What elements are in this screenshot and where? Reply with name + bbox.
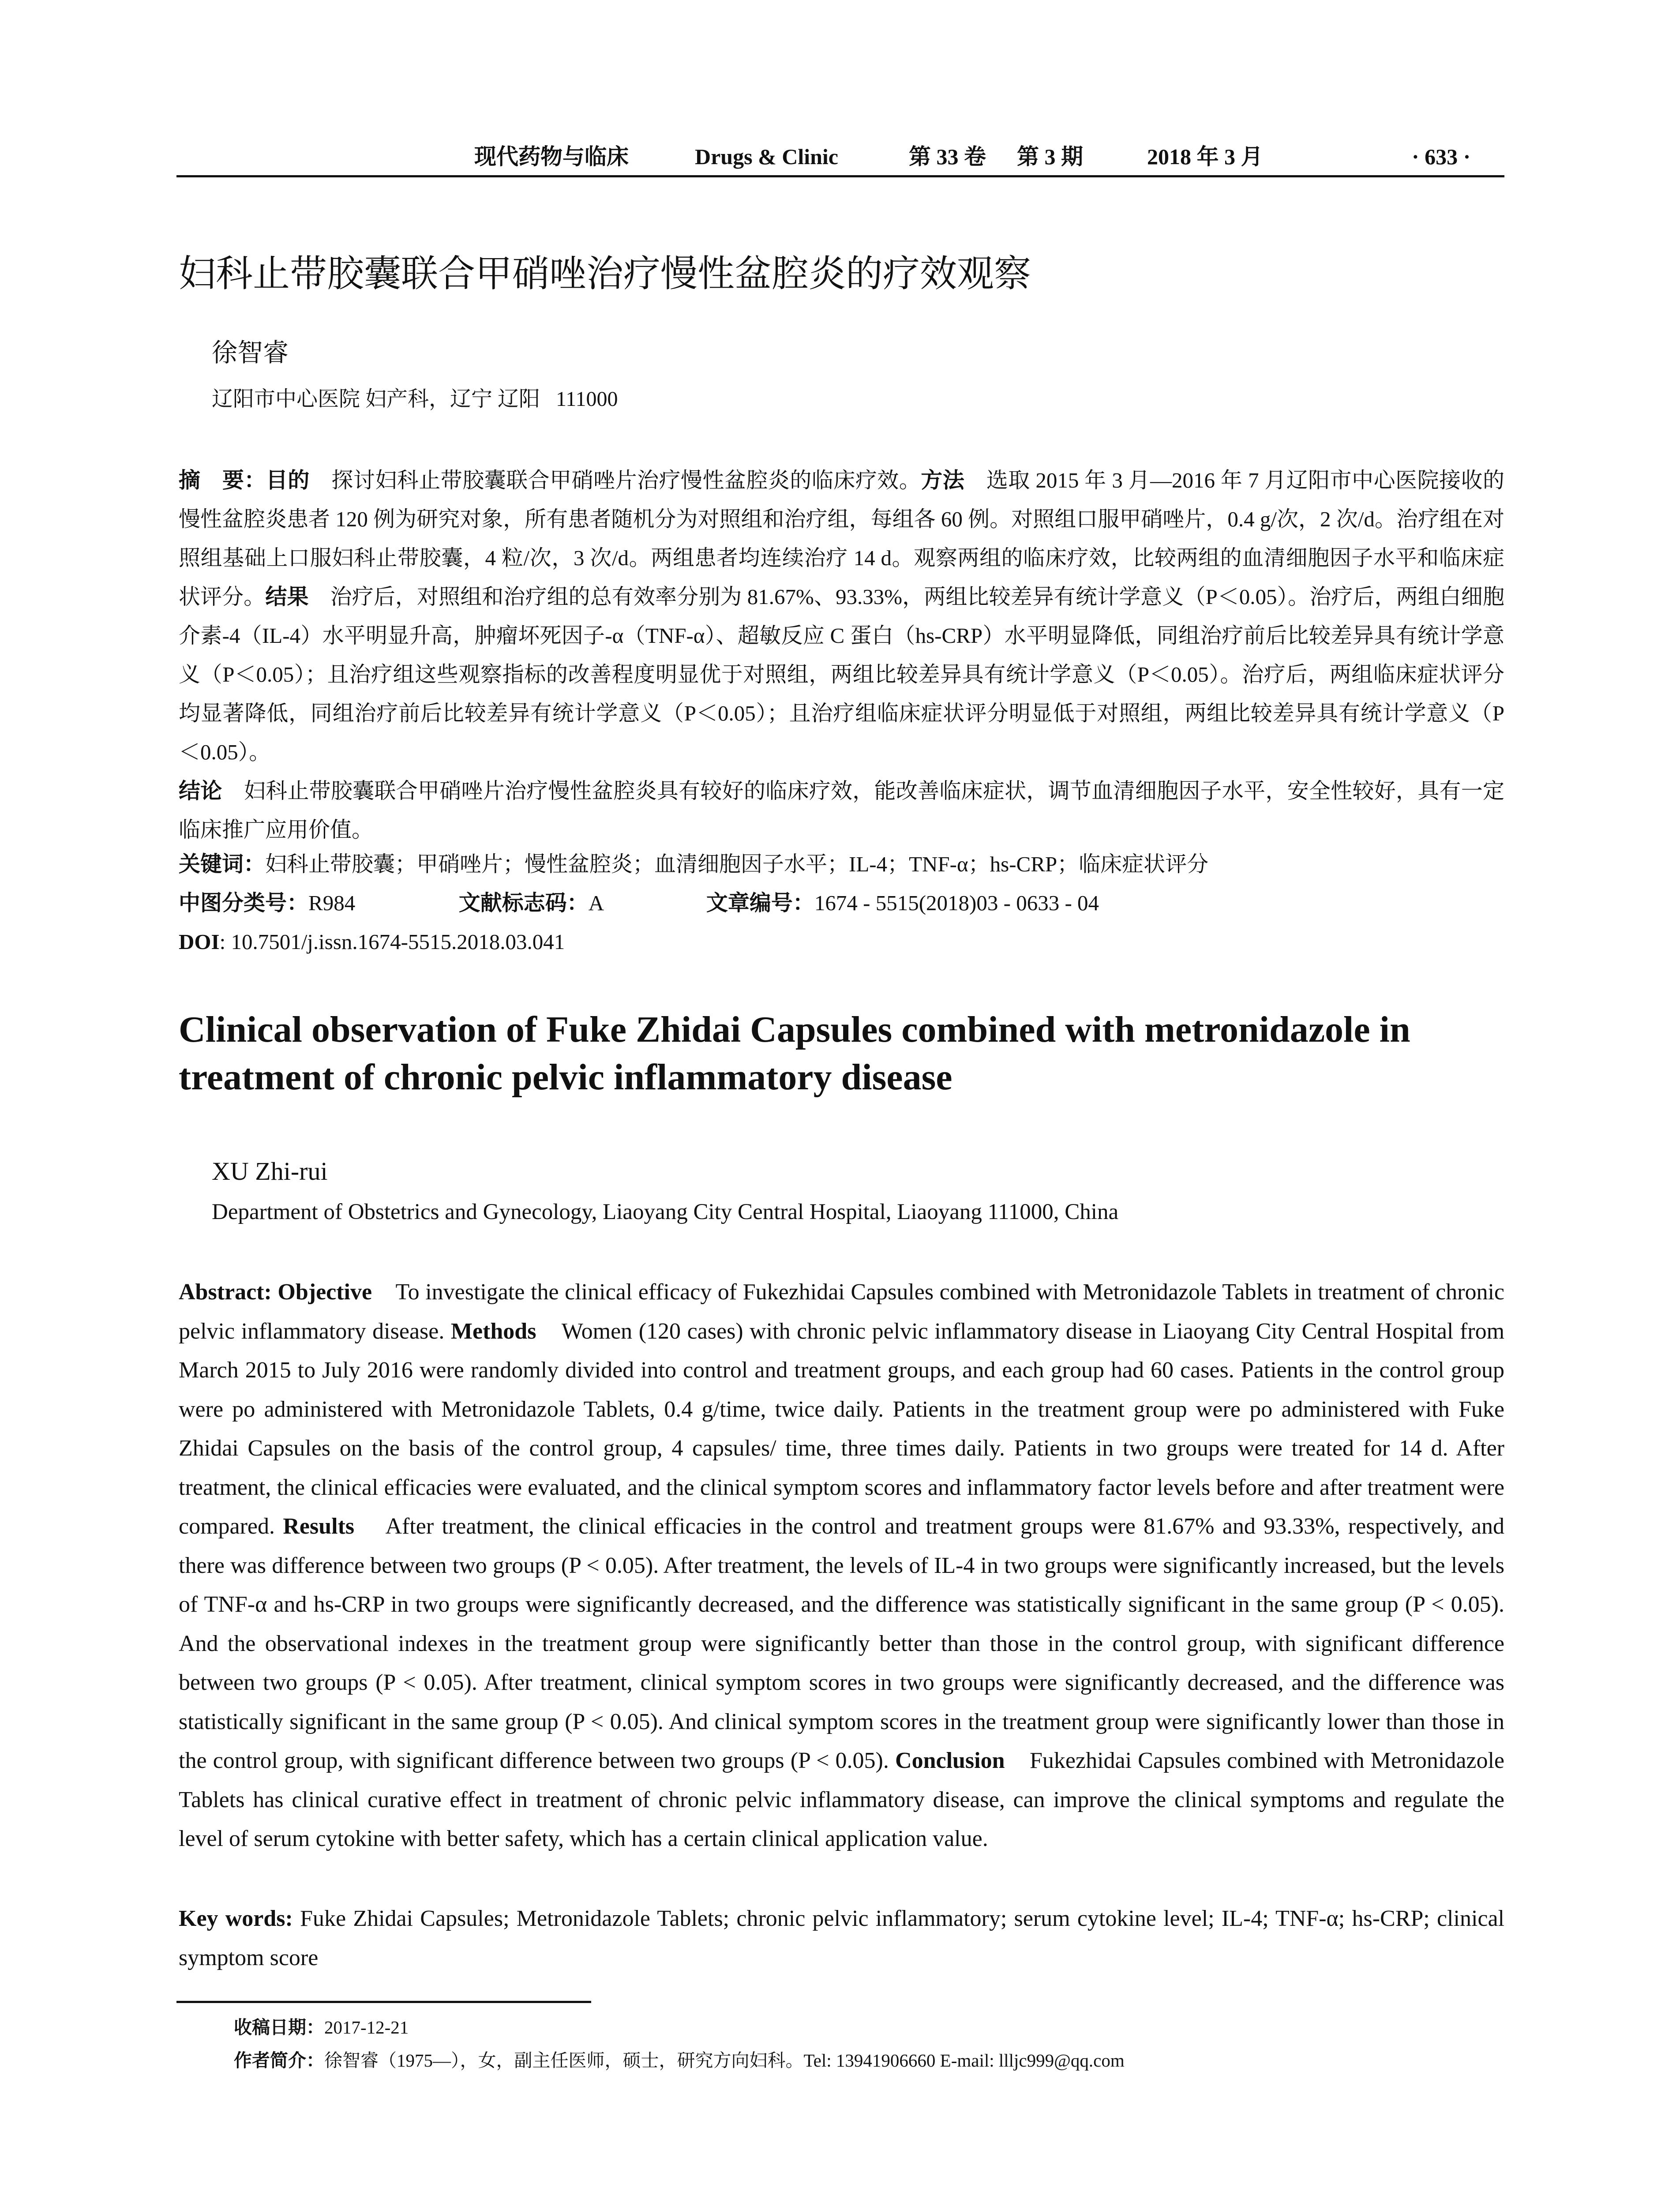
abstract-label-cn: 摘 要： <box>179 468 266 493</box>
author-bio-line <box>234 2047 1125 2074</box>
conclusion-label-en: Conclusion <box>895 1748 1005 1773</box>
objective-text-cn: 探讨妇科止带胶囊联合甲硝唑片治疗慢性盆腔炎的临床疗效。 <box>331 468 921 492</box>
article-title-en: Clinical observation of Fuke Zhidai Capsules combined with metronidazole in treatment of chronic pelvic inflammatory disease <box>179 1009 1410 1098</box>
results-label-en: Results <box>283 1514 355 1539</box>
results-text-cn: 治疗后，对照组和治疗组的总有效率分别为 81.67%、93.33%，两组比较差异有统计学意义（P＜0.05）。治疗后，两组白细胞介素-4（IL-4）水平明显升高，肿瘤坏死因子-α（TNF-α）、超敏反应 C 蛋白（hs-CRP）水平明显降低，同组治疗前后比较差异具有统计学意义（P＜0.05）；且治疗组这些观察指标的改善程度明显优于对照组，两组比较差异具有统计学意义（P＜0.05）。治疗后，两组临床症状评分均显著降低，同组治疗前后比较差异有统计学意义（P＜0.05）；且治疗组临床症状评分明显低于对照组，两组比较差异具有统计学意义（P＜0.05）。 <box>179 585 1504 764</box>
journal-date: 2018 年 3 月 <box>1147 144 1263 169</box>
keywords-label-cn: 关键词： <box>179 852 266 877</box>
header-rule <box>176 175 1504 177</box>
doc-code-label: 文献标志码： <box>458 890 589 915</box>
page-number: · 633 · <box>1412 144 1471 169</box>
author-bio-label: 作者简介： <box>234 2050 324 2071</box>
article-title-cn: 妇科止带胶囊联合甲硝唑治疗慢性盆腔炎的疗效观察 <box>179 252 1031 295</box>
objective-text-en: To investigate the clinical efficacy of Fukezhidai Capsules combined with Metronidazole Tablets in treatment of chronic pelvic inflammatory disease. <box>179 1279 1504 1344</box>
clc-value: R984 <box>308 891 356 915</box>
conclusion-text-en: Fukezhidai Capsules combined with Metronidazole Tablets has clinical curative effect in treatment of chronic pelvic inflammatory disease, can improve the clinical symptoms and regulate the level of serum cytokine with better safety, which has a certain clinical application value. <box>179 1748 1505 1851</box>
journal-name-cn: 现代药物与临床 <box>474 144 629 169</box>
methods-label-cn: 方法 <box>921 468 965 493</box>
received-label: 收稿日期： <box>234 2017 324 2038</box>
results-text-en: After treatment, the clinical efficacies in the control and treatment groups were 81.67% and 93.33%, respectively, and there was difference between two groups (P < 0.05). After treatment, the levels of IL-4 in two groups were significantly increased, but the levels of TNF-α and hs-CRP in two groups were significantly decreased, and the difference was statistically significant in the same group (P < 0.05). And the observational indexes in the treatment group were significantly better than those in the control group, with significant difference between two groups (P < 0.05). After treatment, clinical symptom scores in two groups were significantly decreased, and the difference was statistically significant in the same group (P < 0.05). And clinical symptom scores in the treatment group were significantly lower than those in the control group, with significant difference between two groups (P < 0.05). <box>179 1514 1505 1773</box>
journal-name-en: Drugs & Clinic <box>695 144 838 169</box>
author-cn: 徐智睿 <box>212 338 289 367</box>
article-no-label: 文章编号： <box>706 890 814 915</box>
methods-label-en: Methods <box>450 1318 536 1344</box>
clc-label: 中图分类号： <box>179 890 309 915</box>
received-date: 2017-12-21 <box>324 2017 409 2037</box>
journal-volume: 第 33 卷 <box>909 144 986 169</box>
doi-value: : 10.7501/j.issn.1674-5515.2018.03.041 <box>219 930 565 954</box>
keywords-cn <box>179 845 1208 884</box>
article-no-value: 1674 - 5515(2018)03 - 0633 - 04 <box>814 891 1099 915</box>
affiliation-en: Department of Obstetrics and Gynecology, Liaoyang City Central Hospital, Liaoyang 111000, China <box>212 1200 1119 1224</box>
objective-label-cn: 目的 <box>266 468 310 493</box>
journal-issue: 第 3 期 <box>1017 144 1083 169</box>
abstract-label-en: Abstract: Objective <box>179 1279 372 1305</box>
conclusion-label-cn: 结论 <box>179 778 222 803</box>
doi-label: DOI <box>179 930 220 954</box>
conclusion-text-cn: 妇科止带胶囊联合甲硝唑片治疗慢性盆腔炎具有较好的临床疗效，能改善临床症状，调节血清细胞因子水平，安全性较好，具有一定临床推广应用价值。 <box>179 779 1504 842</box>
abstract-en <box>179 1273 1504 1859</box>
classification-line <box>179 884 1099 923</box>
methods-text-en: Women (120 cases) with chronic pelvic inflammatory disease in Liaoyang City Central Hospital from March 2015 to July 2016 were randomly divided into control and treatment groups, and each group had 60 cases. Patients in the control group were po administered with Metronidazole Tablets, 0.4 g/time, twice daily. Patients in the treatment group were po administered with Fuke Zhidai Capsules on the basis of the control group, 4 capsules/ time, three times daily. Patients in two groups were treated for 14 d. After treatment, the clinical efficacies were evaluated, and the clinical symptom scores and inflammatory factor levels before and after treatment were compared. <box>179 1318 1505 1539</box>
author-bio-text: 徐智睿（1975—），女，副主任医师，硕士，研究方向妇科。Tel: 13941906660 E-mail: llljc999@qq.com <box>324 2050 1125 2071</box>
author-en: XU Zhi-rui <box>212 1157 328 1186</box>
keywords-text-en: Fuke Zhidai Capsules; Metronidazole Tablets; chronic pelvic inflammatory; serum cytokine level; IL-4; TNF-α; hs-CRP; clinical symptom score <box>179 1906 1505 1970</box>
received-date-line <box>234 2014 409 2041</box>
keywords-en <box>179 1899 1504 1977</box>
keywords-text-cn: 妇科止带胶囊；甲硝唑片；慢性盆腔炎；血清细胞因子水平；IL-4；TNF-α；hs-CRP；临床症状评分 <box>265 852 1209 876</box>
footnote-rule <box>176 2001 591 2003</box>
methods-text-cn: 选取 2015 年 3 月—2016 年 7 月辽阳市中心医院接收的慢性盆腔炎患者 120 例为研究对象，所有患者随机分为对照组和治疗组，每组各 60 例。对照组口服甲硝唑片，0.4 g/次，2 次/d。治疗组在对照组基础上口服妇科止带胶囊，4 粒/次，3 次/d。两组患者均连续治疗 14 d。观察两组的临床疗效，比较两组的血清细胞因子水平和临床症状评分。 <box>179 468 1504 609</box>
abstract-cn <box>179 461 1504 849</box>
affiliation-cn: 辽阳市中心医院 妇产科，辽宁 辽阳 111000 <box>212 387 618 411</box>
doi-line <box>179 923 565 961</box>
keywords-label-en: Key words: <box>179 1906 293 1931</box>
results-label-cn: 结果 <box>265 584 309 609</box>
doc-code-value: A <box>588 891 603 915</box>
